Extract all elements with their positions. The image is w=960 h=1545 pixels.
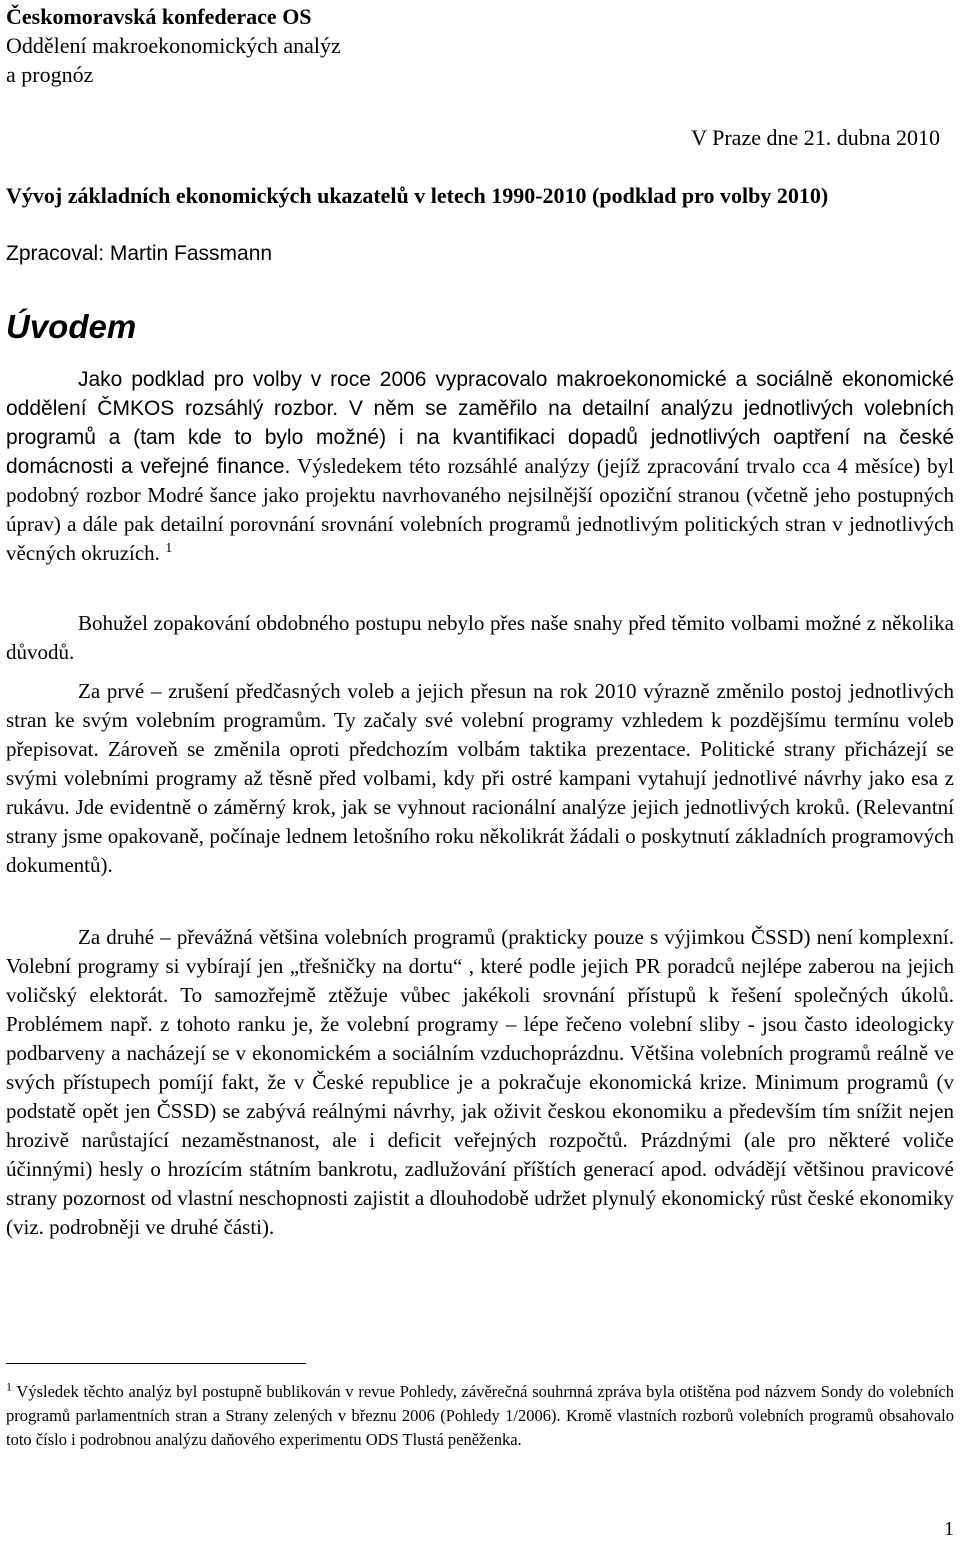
org-name: Českomoravská konfederace OS <box>6 4 312 29</box>
org-department-cont: a prognóz <box>6 62 94 87</box>
paragraph-intro-serif: Výsledekem této rozsáhlé analýzy (jejíž zpracování trvalo cca 4 měsíce) byl podobný rozbor Modré šance jako projektu navrhovaného nejsilnější opoziční stranou (včetně jeho postupných úprav) a dále pak detailní porovnání srovnání volebních programů jednotlivým politických stran v jednotlivých věcných okruzích. <box>6 454 954 565</box>
paragraph-intro-sans: Jako podklad pro volby v roce 2006 vypracovalo makroekonomické a sociálně ekonomické oddělení ČMKOS rozsáhlý rozbor. V něm se zaměřilo na detailní analýzu jednotlivých volebních programů a (tam kde to bylo možné) i na kvantifikaci dopadů jednotlivých oaptření na české domácnosti a veřejné finance. <box>6 368 954 478</box>
footnote-reference[interactable]: 1 <box>165 541 173 556</box>
paragraph-unfortunately: Bohužel zopakování obdobného postupu nebylo přes naše snahy před těmito volbami možné z několika důvodů. <box>6 611 954 664</box>
org-department: Oddělení makroekonomických analýz <box>6 33 341 58</box>
document-title: Vývoj základních ekonomických ukazatelů v letech 1990-2010 (podklad pro volby 2010) <box>6 183 829 208</box>
paragraph-intro <box>6 365 954 568</box>
author-line: Zpracoval: Martin Fassmann <box>6 242 273 265</box>
footnote-text: Výsledek těchto analýz byl postupně bublikován v revue Pohledy, závěrečná souhrnná zpráva byla otištěna pod názvem Sondy do volebních programů parlamentních stran a Strany zelených v březnu 2006 (Pohledy 1/2006). Kromě vlastních rozborů volebních programů obsahovalo toto číslo i podrobnou analýzu daňového experimentu ODS Tlustá peněženka. <box>6 1382 954 1449</box>
footnote-number: 1 <box>6 1379 12 1394</box>
page-number: 1 <box>944 1518 954 1540</box>
paragraph-first-reason: Za prvé – zrušení předčasných voleb a jejich přesun na rok 2010 výrazně změnilo postoj jednotlivých stran ke svým volebním programům. Ty začaly své volební programy vzhledem k pozdějšímu termínu voleb přepisovat. Zároveň se změnila oproti předchozím volbám taktika prezentace. Politické strany přicházejí se svými volebními programy až těsně před volbami, kdy při ostré kampani vytahují jednotlivé návrhy jako esa z rukávu. Jde evidentně o záměrný krok, jak se vyhnout racionální analýze jejich jednotlivých kroků. (Relevantní strany jsme opakovaně, počínaje lednem letošního roku několikrát žádali o poskytnutí základních programových dokumentů). <box>6 679 954 877</box>
section-heading: Úvodem <box>6 308 137 345</box>
organization-block <box>6 2 341 89</box>
paragraph-second-reason: Za druhé – převážná většina volebních programů (prakticky pouze s výjimkou ČSSD) není komplexní. Volební programy si vybírají jen „třešničky na dortu“ , které podle jejich PR poradců nejlépe zaberou na jejich voličský elektorát. To samozřejmě ztěžuje vůbec jakékoli srovnání přístupů k řešení společných úkolů. Problémem např. z tohoto ranku je, že volební programy – lépe řečeno volební sliby - jsou často ideologicky podbarveny a nacházejí se v ekonomickém a sociálním vzduchoprázdnu. Většina volebních programů reálně ve svých přístupech pomíjí fakt, že v České republice je a pokračuje ekonomická krize. Minimum programů (v podstatě opět jen ČSSD) se zabývá reálnými návrhy, jak oživit českou ekonomiku a především tím snížit nejen hrozivě narůstající nezaměstnanost, ale i deficit veřejných rozpočtů. Prázdnými (ale pro některé voliče účinnými) hesly o hrozícím státním bankrotu, zadlužování příštích generací apod. odvádějí většinou pravicové strany pozornost od vlastní neschopnosti zajistit a dlouhodobě udržet plynulý ekonomický růst české ekonomiky (viz. podrobněji ve druhé části). <box>6 925 954 1239</box>
footnote-divider <box>6 1363 306 1364</box>
document-date: V Praze dne 21. dubna 2010 <box>691 125 940 150</box>
footnote <box>6 1380 954 1452</box>
